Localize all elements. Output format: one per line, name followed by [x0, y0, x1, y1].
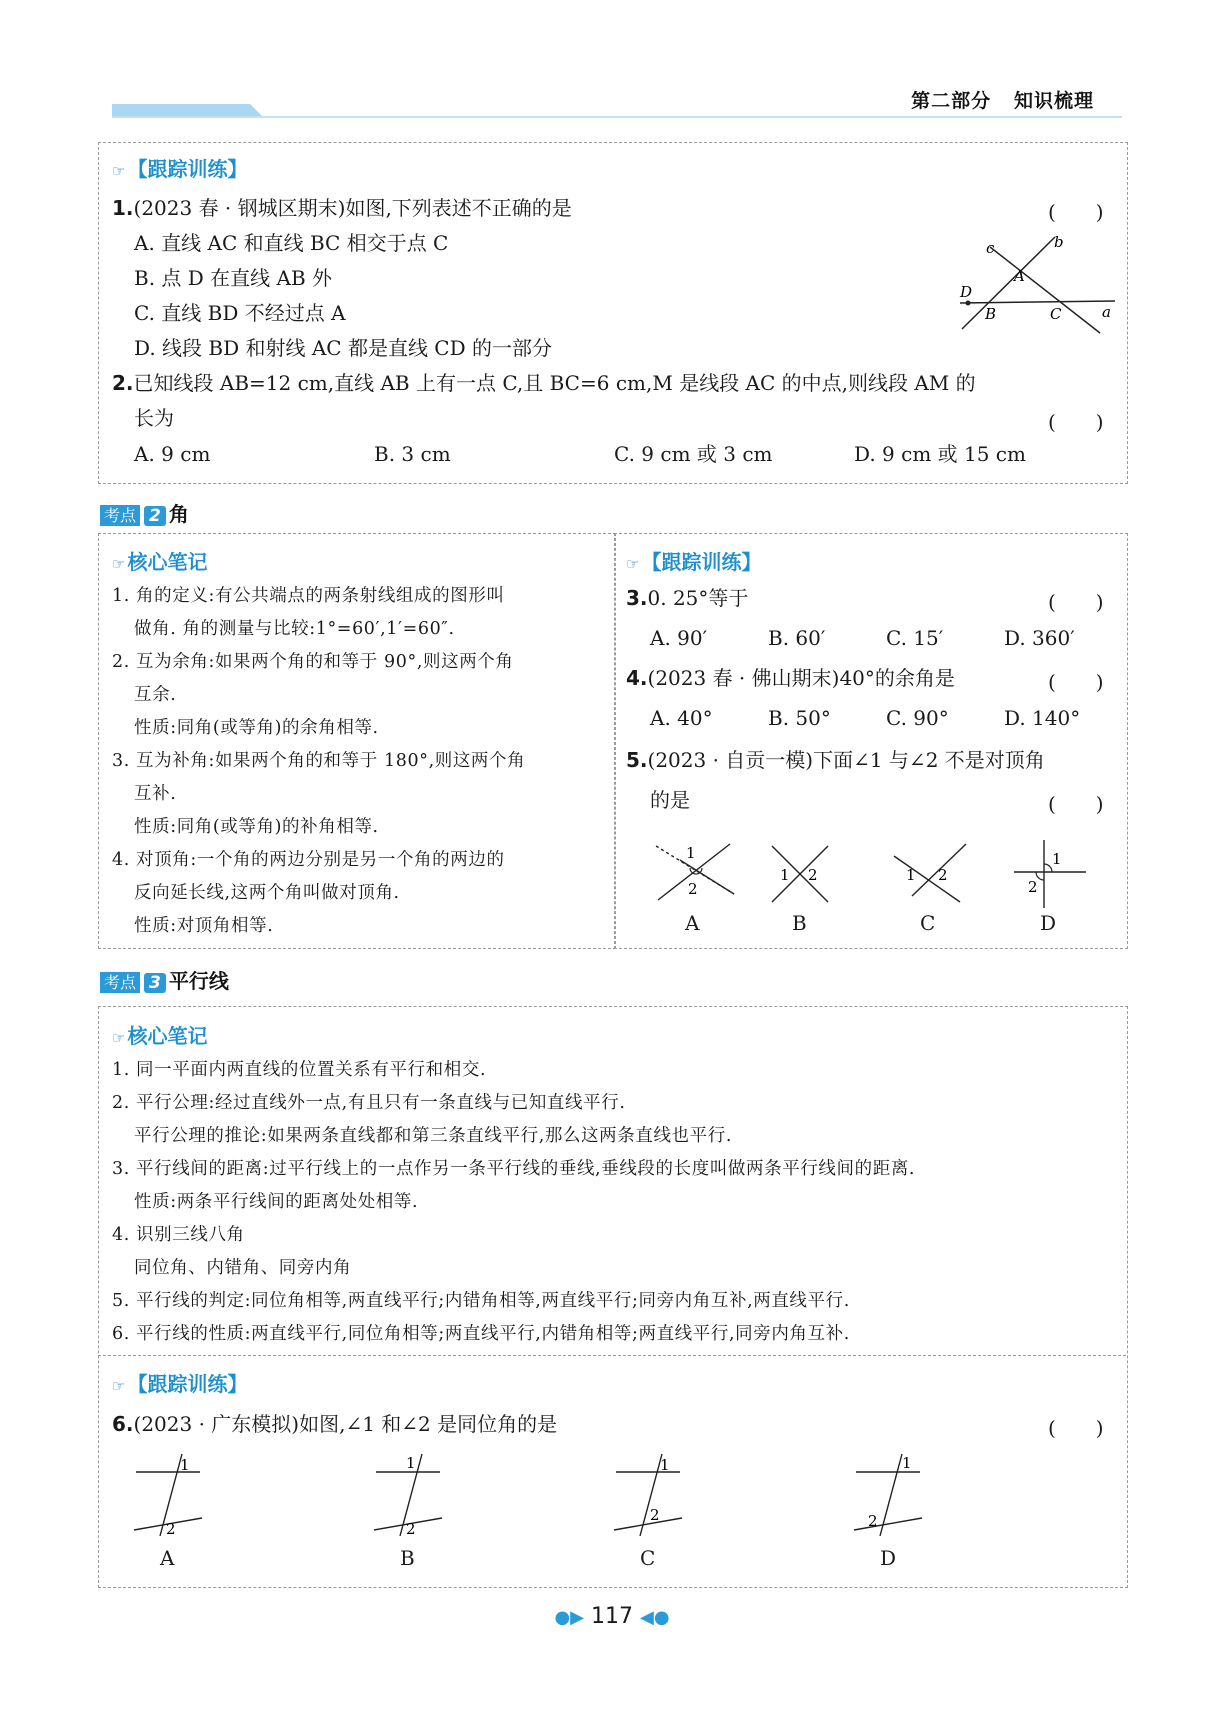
pointing-hand-icon: ☞: [626, 555, 640, 573]
question-6: 6.(2023 · 广东模拟)如图,∠1 和∠2 是同位角的是: [112, 1412, 558, 1436]
q3-option-c: C. 15′: [886, 626, 944, 650]
topic-2-heading: 考点 2 角: [100, 498, 189, 527]
svg-text:2: 2: [938, 866, 948, 884]
svg-text:2: 2: [808, 866, 818, 884]
q6-figure-b: [370, 1448, 450, 1538]
q4-option-a: A. 40°: [650, 706, 713, 730]
divider: [98, 1355, 1126, 1356]
note-line: 2. 互为余角:如果两个角的和等于 90°,则这两个角: [112, 652, 514, 672]
svg-text:1: 1: [1052, 850, 1062, 868]
arrow-left-icon: ◀●: [640, 1607, 670, 1628]
note-line: 反向延长线,这两个角叫做对顶角.: [134, 883, 400, 903]
svg-text:1: 1: [780, 866, 790, 884]
svg-text:2: 2: [688, 880, 698, 898]
q5-option-a: A: [685, 911, 700, 935]
q1-option-b: B. 点 D 在直线 AB 外: [134, 266, 333, 290]
note-line: 性质:对顶角相等.: [134, 916, 274, 936]
q5-figure-c: [890, 840, 980, 910]
q6-option-c: C: [640, 1546, 656, 1570]
note-line: 1. 同一平面内两直线的位置关系有平行和相交.: [112, 1060, 487, 1080]
note-line: 4. 对顶角:一个角的两边分别是另一个角的两边的: [112, 850, 505, 870]
pointing-hand-icon: ☞: [112, 162, 126, 180]
q6-figure-a: [130, 1448, 210, 1538]
q5-option-c: C: [920, 911, 936, 935]
q3-option-a: A. 90′: [650, 626, 708, 650]
answer-paren-3: ( ): [1048, 590, 1104, 614]
question-5: 5.(2023 · 自贡一模)下面∠1 与∠2 不是对顶角: [626, 748, 1045, 772]
svg-text:1: 1: [902, 1454, 912, 1472]
pointing-hand-icon: ☞: [112, 1377, 126, 1395]
section-title-track-1: ☞ 【跟踪训练】: [112, 157, 248, 181]
note-line: 5. 平行线的判定:同位角相等,两直线平行;内错角相等,两直线平行;同旁内角互补,两直线平行.: [112, 1291, 850, 1311]
topic-3-heading: 考点 3 平行线: [100, 965, 229, 994]
answer-paren-2: ( ): [1048, 410, 1104, 434]
svg-text:2: 2: [868, 1512, 878, 1530]
svg-text:1: 1: [406, 1454, 416, 1472]
note-line: 4. 识别三线八角: [112, 1225, 245, 1245]
q6-figure-c: [610, 1448, 690, 1538]
question-2-cont: 长为: [134, 406, 174, 430]
arrow-right-icon: ●▶: [554, 1607, 584, 1628]
svg-text:B: B: [985, 305, 997, 323]
q2-option-d: D. 9 cm 或 15 cm: [854, 442, 1026, 466]
question-3: 3.0. 25°等于: [626, 586, 749, 610]
pointing-hand-icon: ☞: [112, 555, 126, 573]
q6-option-b: B: [400, 1546, 415, 1570]
svg-text:1: 1: [686, 844, 696, 862]
q6-option-d: D: [880, 1546, 897, 1570]
answer-paren-6: ( ): [1048, 1416, 1104, 1440]
note-line: 性质:两条平行线间的距离处处相等.: [134, 1192, 419, 1212]
answer-paren-1: ( ): [1048, 200, 1104, 224]
note-line: 3. 互为补角:如果两个角的和等于 180°,则这两个角: [112, 751, 526, 771]
q6-option-a: A: [160, 1546, 175, 1570]
running-header: [911, 86, 1094, 113]
q6-figure-d: [850, 1448, 930, 1538]
section-title-core-notes-3: ☞ 核心笔记: [112, 1024, 208, 1048]
answer-paren-4: ( ): [1048, 670, 1104, 694]
note-line: 3. 平行线间的距离:过平行线上的一点作另一条平行线的垂线,垂线段的长度叫做两条平行线间的距离.: [112, 1159, 916, 1179]
svg-text:c: c: [986, 239, 995, 257]
pointing-hand-icon: ☞: [112, 1029, 126, 1047]
question-4: 4.(2023 春 · 佛山期末)40°的余角是: [626, 666, 955, 690]
svg-text:C: C: [1050, 305, 1062, 323]
header-rule: [112, 116, 1122, 118]
svg-text:a: a: [1102, 303, 1111, 321]
svg-text:1: 1: [906, 866, 916, 884]
question-2: 2.已知线段 AB=12 cm,直线 AB 上有一点 C,且 BC=6 cm,M 是线段 AC 的中点,则线段 AM 的: [112, 371, 976, 395]
header-accent-bar: [112, 104, 262, 116]
q2-option-a: A. 9 cm: [134, 442, 211, 466]
section-title-track-3: ☞ 【跟踪训练】: [112, 1372, 248, 1396]
note-line: 性质:同角(或等角)的余角相等.: [134, 718, 379, 738]
note-line: 1. 角的定义:有公共端点的两条射线组成的图形叫: [112, 586, 505, 606]
section-title-track-2: ☞ 【跟踪训练】: [626, 550, 762, 574]
q2-option-b: B. 3 cm: [374, 442, 451, 466]
q4-option-b: B. 50°: [768, 706, 831, 730]
q5-figure-d: [1010, 836, 1090, 912]
note-line: 同位角、内错角、同旁内角: [134, 1258, 352, 1278]
note-line: 6. 平行线的性质:两直线平行,同位角相等;两直线平行,内错角相等;两直线平行,同旁内角互补.: [112, 1324, 850, 1344]
q4-option-d: D. 140°: [1004, 706, 1081, 730]
q1-line-figure: [950, 225, 1120, 335]
answer-paren-5: ( ): [1048, 792, 1104, 816]
q1-option-d: D. 线段 BD 和射线 AC 都是直线 CD 的一部分: [134, 336, 552, 360]
q5-option-b: B: [792, 911, 807, 935]
q5-option-d: D: [1040, 911, 1057, 935]
svg-text:1: 1: [180, 1456, 190, 1474]
note-line: 互补.: [134, 784, 177, 804]
svg-text:2: 2: [166, 1520, 176, 1538]
q3-option-b: B. 60′: [768, 626, 826, 650]
note-line: 2. 平行公理:经过直线外一点,有且只有一条直线与已知直线平行.: [112, 1093, 626, 1113]
svg-text:D: D: [960, 283, 973, 301]
header-section: 知识梳理: [1013, 90, 1094, 112]
svg-text:2: 2: [406, 1520, 416, 1538]
page-number: ●▶ 117 ◀●: [554, 1604, 670, 1629]
q5-figure-b: [762, 840, 842, 910]
question-5-cont: 的是: [650, 788, 690, 812]
note-line: 性质:同角(或等角)的补角相等.: [134, 817, 379, 837]
svg-text:2: 2: [650, 1506, 660, 1524]
note-line: 互余.: [134, 685, 177, 705]
q1-option-a: A. 直线 AC 和直线 BC 相交于点 C: [134, 231, 449, 255]
header-part: 第二部分: [911, 90, 992, 112]
q1-option-c: C. 直线 BD 不经过点 A: [134, 301, 346, 325]
svg-text:2: 2: [1028, 878, 1038, 896]
q2-option-c: C. 9 cm 或 3 cm: [614, 442, 773, 466]
q5-figure-a: [650, 840, 740, 910]
note-line: 做角. 角的测量与比较:1°=60′,1′=60″.: [134, 619, 455, 639]
svg-text:b: b: [1054, 233, 1064, 251]
svg-text:1: 1: [660, 1456, 670, 1474]
note-line: 平行公理的推论:如果两条直线都和第三条直线平行,那么这两条直线也平行.: [134, 1126, 733, 1146]
section-title-core-notes-2: ☞ 核心笔记: [112, 550, 208, 574]
svg-text:A: A: [1014, 267, 1025, 285]
q3-option-d: D. 360′: [1004, 626, 1075, 650]
q4-option-c: C. 90°: [886, 706, 949, 730]
question-1: 1.(2023 春 · 钢城区期末)如图,下列表述不正确的是: [112, 196, 572, 220]
